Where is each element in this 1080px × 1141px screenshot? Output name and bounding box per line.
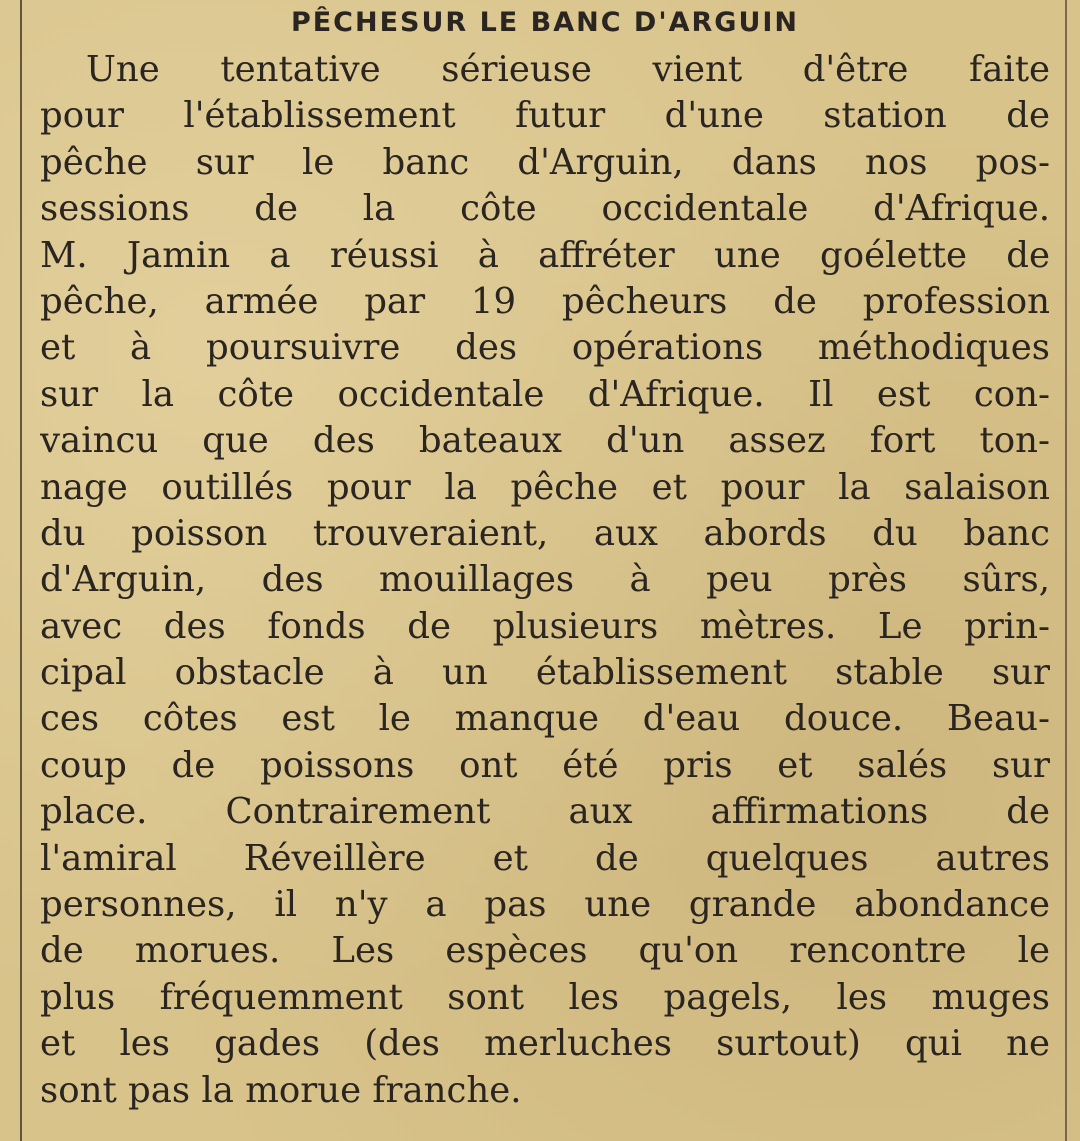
text-line: et à poursuivre des opérations méthodiques xyxy=(40,327,1050,369)
text-line: du poisson trouveraient, aux abords du banc xyxy=(40,512,1050,554)
column-rule-right xyxy=(1065,0,1067,1141)
text-line: pêche, armée par 19 pêcheurs de profession xyxy=(40,280,1050,322)
text-line: ces côtes est le manque d'eau douce. Beau- xyxy=(40,698,1050,740)
text-line: pour l'établissement futur d'une station de xyxy=(40,95,1050,137)
column-rule-left xyxy=(20,0,22,1141)
text-line: d'Arguin, des mouillages à peu près sûrs, xyxy=(40,559,1050,601)
text-line: vaincu que des bateaux d'un assez fort ton- xyxy=(40,420,1050,462)
text-line: l'amiral Réveillère et de quelques autres xyxy=(40,837,1050,879)
text-line: cipal obstacle à un établissement stable sur xyxy=(40,652,1050,694)
article-headline: PÊCHESUR LE BANC D'ARGUIN xyxy=(290,7,800,38)
text-line: M. Jamin a réussi à affréter une goélette de xyxy=(40,234,1050,276)
text-line: coup de poissons ont été pris et salés sur xyxy=(40,744,1050,786)
text-line: Une tentative sérieuse vient d'être faite xyxy=(86,49,1050,90)
text-line: place. Contrairement aux affirmations de xyxy=(40,791,1050,833)
text-line: avec des fonds de plusieurs mètres. Le prin- xyxy=(40,605,1050,647)
text-line: personnes, il n'y a pas une grande abondance xyxy=(40,884,1050,926)
text-line: nage outillés pour la pêche et pour la salaison xyxy=(40,466,1050,508)
article xyxy=(40,0,1050,1114)
text-line: plus fréquemment sont les pagels, les muges xyxy=(40,976,1050,1018)
text-line: sont pas la morue franche. xyxy=(40,1069,522,1111)
text-line: sessions de la côte occidentale d'Afrique. xyxy=(40,188,1050,230)
text-line: de morues. Les espèces qu'on rencontre le xyxy=(40,930,1050,972)
article-body xyxy=(40,47,1050,1114)
text-line: sur la côte occidentale d'Afrique. Il est con- xyxy=(40,373,1050,415)
text-line: et les gades (des merluches surtout) qui ne xyxy=(40,1023,1050,1065)
text-line: pêche sur le banc d'Arguin, dans nos pos- xyxy=(40,141,1050,183)
